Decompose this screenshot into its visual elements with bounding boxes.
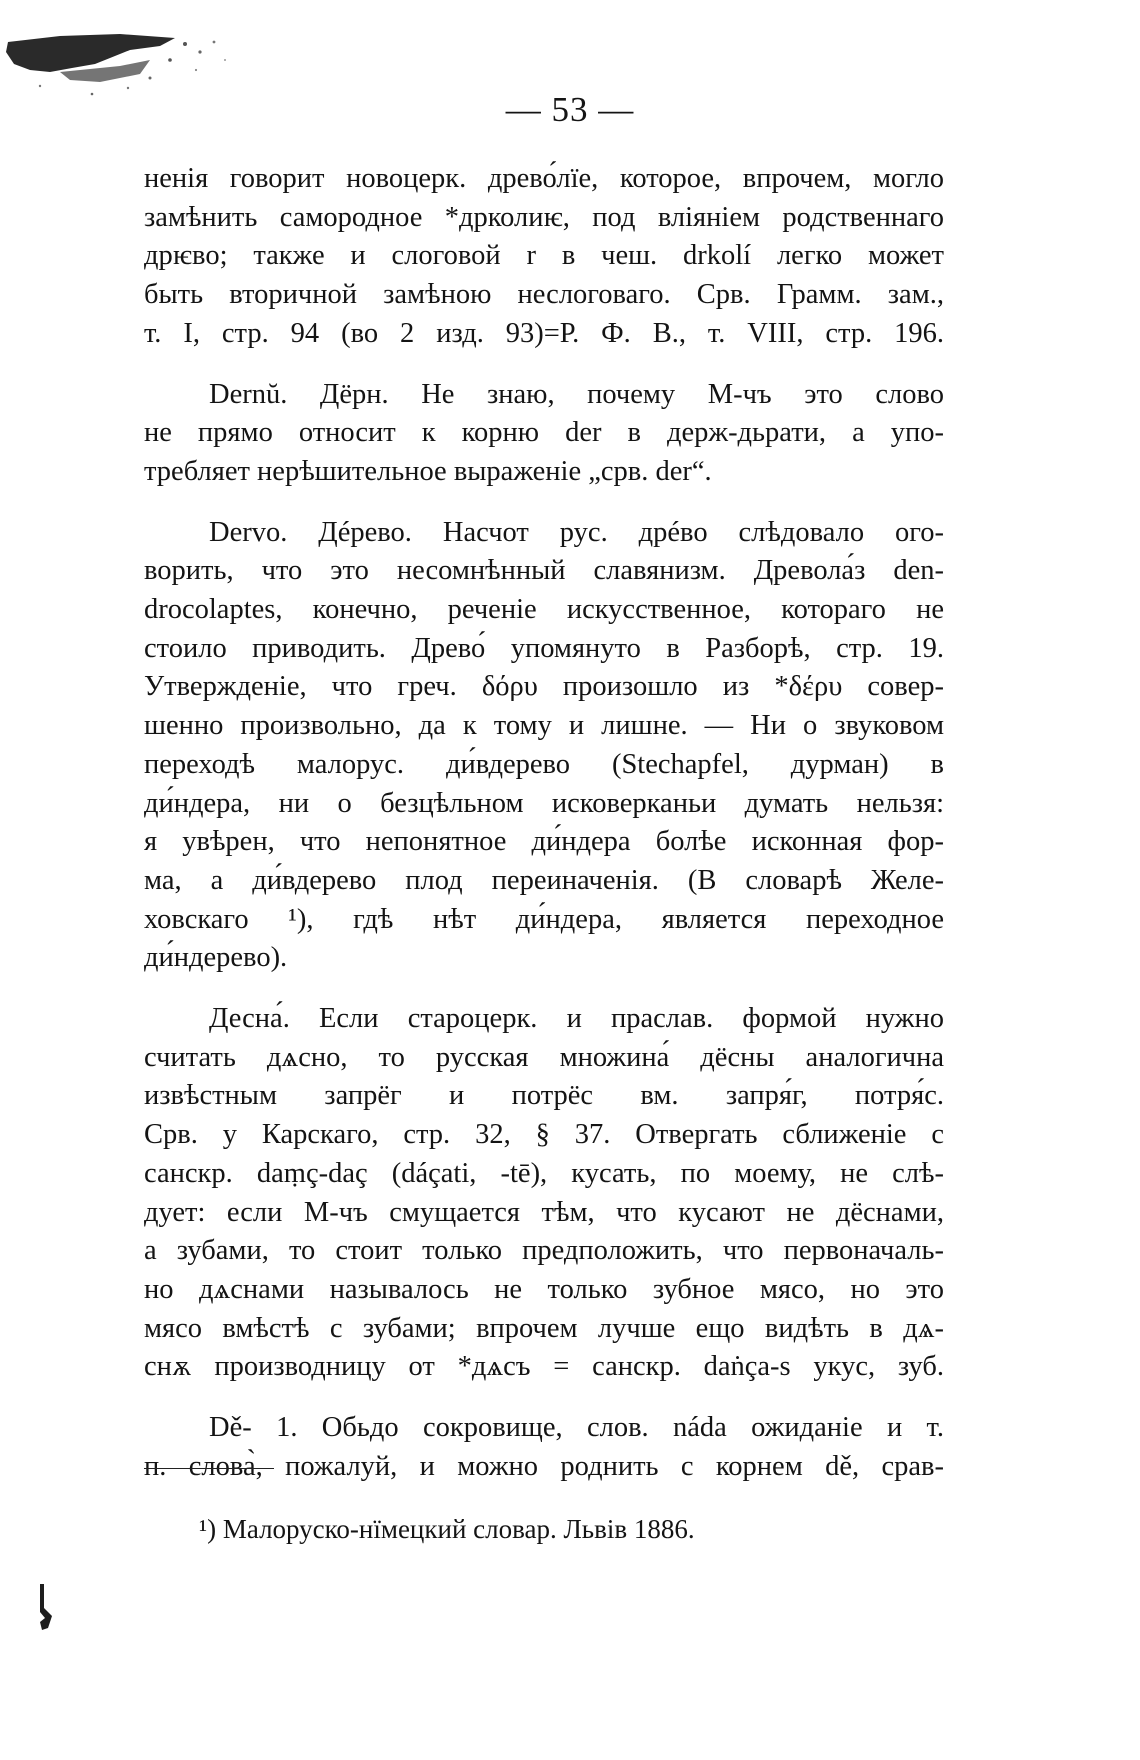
text-line: ненія говорит новоцерк. древо́лїе, которое, впрочем, могло: [144, 163, 944, 194]
paragraph-continuation: [144, 160, 944, 354]
footnote: ¹) Малоруско-нїмецкий словар. Львів 1886.: [199, 1514, 695, 1544]
text-line: Dervo. Дéрево. Насчот рус. дрéво слѣдовало ого-: [209, 516, 944, 548]
body-text: [144, 160, 944, 1487]
paragraph-dervo: [144, 514, 944, 978]
text-line: п. слова̀, пожалуй, и можно роднить с корнем dě, срав-: [144, 1450, 944, 1482]
text-line: переходѣ малорус. ди́вдерево (Stechapfel, дурман) в: [144, 748, 944, 780]
text-line: ди́ндера, ни о безцѣльном исковерканьи думать нельзя:: [144, 787, 944, 819]
text-line: не прямо относит к корню der в держ-дьрати, а упо-: [144, 417, 944, 449]
text-line: считать дѧсно, то русская множина́ дёсны аналогична: [144, 1041, 944, 1073]
text-line: Срв. у Карскаго, стр. 32, § 37. Отвергать сближеніе с: [144, 1119, 944, 1151]
text-line: стоило приводить. Древо́ упомянуто в Разборѣ, стр. 19.: [144, 632, 944, 664]
text-line: Десна́. Если староцерк. и праслав. формой нужно: [209, 1003, 944, 1035]
text-line: Dě- 1. Обьдо сокровище, слов. náda ожиданіе и т.: [209, 1412, 944, 1444]
footnote-rule: [144, 1468, 274, 1469]
text-line: а зубами, то стоит только предположить, что первоначаль-: [144, 1235, 944, 1267]
text-line: т. I, стр. 94 (во 2 изд. 93)=Р. Ф. В., т. VIII, стр. 196.: [144, 317, 944, 349]
text-line: drocolaptes, конечно, реченіе искусственное, котораго не: [144, 594, 944, 626]
text-line: требляет нерѣшительное выраженіе „срв. der“.: [144, 455, 712, 487]
text-line: быть вторичной замѣною неслоговаго. Срв. Грамм. зам.,: [144, 279, 944, 311]
paragraph-dernu: [144, 376, 944, 492]
text-line: извѣстным запрёг и потрёс вм. запря́г, потря́с.: [144, 1080, 944, 1112]
text-line: шенно произвольно, да к тому и лишне. — Ни о звуковом: [144, 710, 944, 742]
text-line: снѫ производницу от *дѧсъ = санскр. daṅça-s укус, зуб.: [144, 1351, 944, 1383]
text-line: мясо вмѣстѣ с зубами; впрочем лучше ещо видѣть в дѧ-: [144, 1312, 944, 1344]
text-line: дрѥво; также и слоговой r в чеш. drkolí легко может: [144, 240, 944, 272]
paragraph-de: [144, 1409, 944, 1486]
paragraph-desna: [144, 1000, 944, 1387]
text-line: я увѣрен, что непонятное ди́ндера болѣе исконная фор-: [144, 826, 944, 858]
text-line: ма, а ди́вдерево плод переиначенія. (В словарѣ Желе-: [144, 864, 944, 896]
text-line: ховскаго ¹), гдѣ нѣт ди́ндера, является переходное: [144, 903, 944, 935]
text-line: ворить, что это несомнѣнный славянизм. Древола́з den-: [144, 555, 944, 587]
text-line: санскр. daṃç-daç (dáçati, -tē), кусать, по моему, не слѣ-: [144, 1157, 944, 1189]
text-line: замѣнить самородное *дрколиѥ, под вліяніем родственнаго: [144, 201, 944, 233]
text-line: ди́ндерево).: [144, 942, 288, 974]
page-number: — 53 —: [505, 90, 635, 129]
text-line: но дѧснами называлось не только зубное мясо, но это: [144, 1273, 944, 1305]
text-line: Утвержденіе, что греч. δόρυ произошло из *δέρυ совер-: [144, 671, 944, 703]
text-line: дует: если М-чъ смущается тѣм, что кусают не дёснами,: [144, 1196, 944, 1228]
text-line: Dernŭ. Дёрн. Не знаю, почему М-чъ это слово: [209, 378, 944, 410]
page-edge-mark: [36, 1582, 58, 1632]
